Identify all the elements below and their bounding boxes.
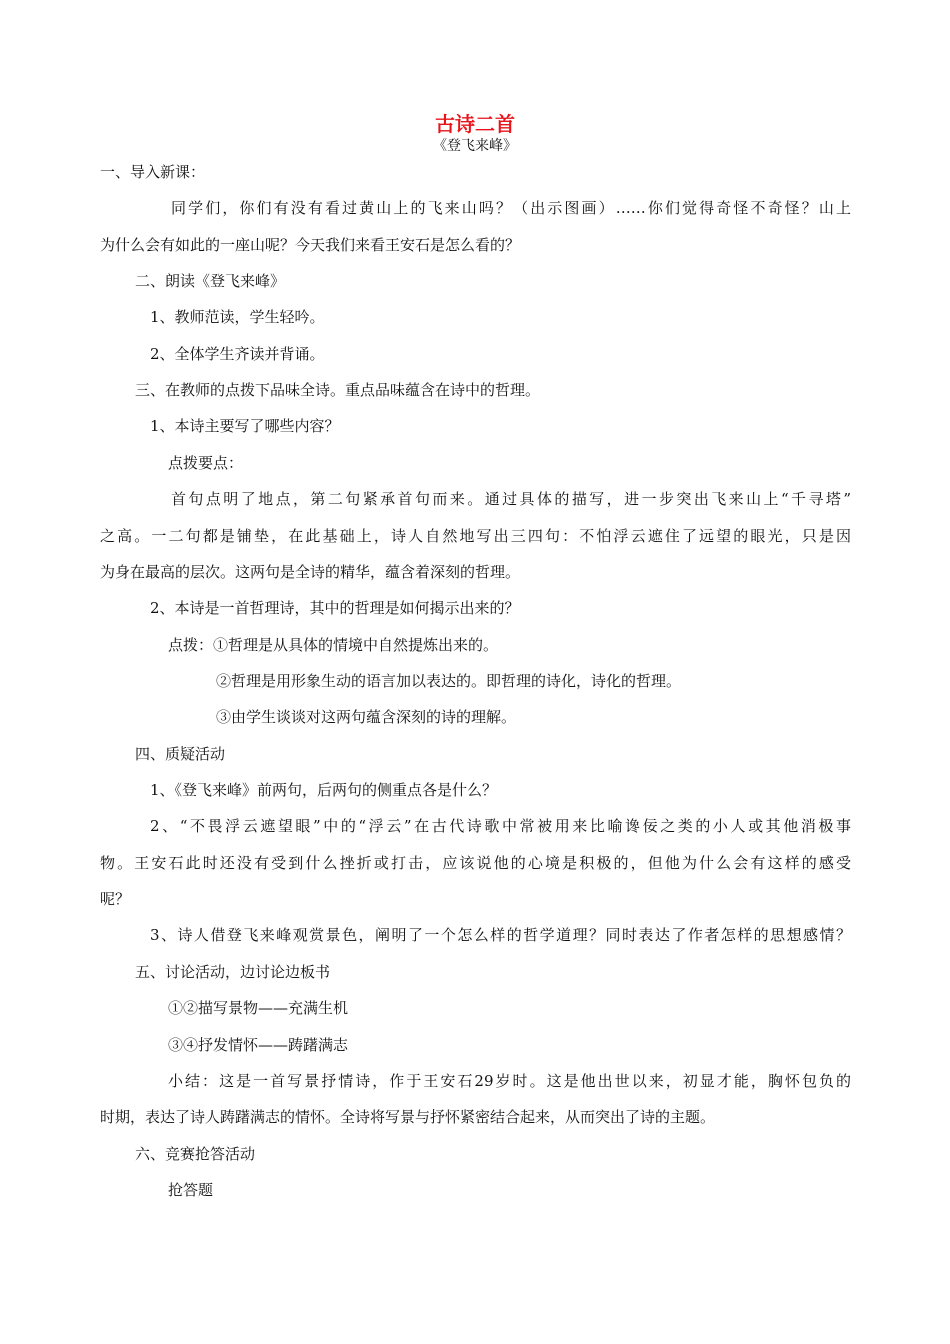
document-title: 古诗二首	[435, 112, 515, 136]
list-item: ①②描写景物——充满生机	[168, 999, 349, 1017]
list-item: 1、本诗主要写了哪些内容？	[150, 417, 340, 435]
list-item: 1、《登飞来峰》前两句，后两句的侧重点各是什么？	[150, 781, 498, 799]
paragraph-line: 首句点明了地点，第二句紧承首句而来。通过具体的描写，进一步突出飞来山上“千寻塔”	[171, 490, 851, 508]
section-heading-1: 一、导入新课：	[100, 163, 206, 181]
list-item: 2、全体学生齐读并背诵。	[150, 345, 325, 363]
list-item: 3、诗人借登飞来峰观赏景色，阐明了一个怎么样的哲学道理？同时表达了作者怎样的思想感情？	[150, 926, 851, 944]
paragraph-line: 点拨：①哲理是从具体的情境中自然提炼出来的。	[168, 636, 499, 654]
section-heading-6: 六、竞赛抢答活动	[135, 1145, 256, 1163]
paragraph-line: 为身在最高的层次。这两句是全诗的精华，蕴含着深刻的哲理。	[100, 563, 521, 581]
paragraph-line: 物。王安石此时还没有受到什么挫折或打击，应该说他的心境是积极的，但他为什么会有这样的感受	[100, 854, 851, 872]
section-heading-3: 三、在教师的点拨下品味全诗。重点品味蕴含在诗中的哲理。	[135, 381, 541, 399]
paragraph-line: 时期，表达了诗人踌躇满志的情怀。全诗将写景与抒怀紧密结合起来，从而突出了诗的主题。	[100, 1108, 716, 1126]
list-item: 2、本诗是一首哲理诗，其中的哲理是如何揭示出来的？	[150, 599, 520, 617]
paragraph-line: 点拨要点：	[168, 454, 244, 472]
paragraph-line: 抢答题	[168, 1181, 214, 1199]
paragraph-line: 小结：这是一首写景抒情诗，作于王安石29岁时。这是他出世以来，初显才能，胸怀包负的	[168, 1072, 851, 1090]
section-heading-2: 二、朗读《登飞来峰》	[135, 272, 286, 290]
paragraph-line: ②哲理是用形象生动的语言加以表达的。即哲理的诗化，诗化的哲理。	[216, 672, 682, 690]
paragraph-line: ③由学生谈谈对这两句蕴含深刻的诗的理解。	[216, 708, 517, 726]
section-heading-4: 四、质疑活动	[135, 745, 226, 763]
paragraph-line: 之高。一二句都是铺垫，在此基础上，诗人自然地写出三四句：不怕浮云遮住了远望的眼光，只是因	[100, 527, 851, 545]
list-item: 1、教师范读，学生轻吟。	[150, 308, 325, 326]
list-item: ③④抒发情怀——踌躇满志	[168, 1036, 349, 1054]
section-heading-5: 五、讨论活动，边讨论边板书	[135, 963, 331, 981]
document-subtitle: 《登飞来峰》	[433, 138, 517, 154]
paragraph-line: 为什么会有如此的一座山呢？今天我们来看王安石是怎么看的？	[100, 236, 521, 254]
list-item: 2、“不畏浮云遮望眼”中的“浮云”在古代诗歌中常被用来比喻谗佞之类的小人或其他消极事	[150, 817, 851, 835]
paragraph-line: 呢？	[100, 890, 131, 908]
paragraph-line: 同学们，你们有没有看过黄山上的飞来山吗？（出示图画）……你们觉得奇怪不奇怪？山上	[171, 199, 851, 217]
